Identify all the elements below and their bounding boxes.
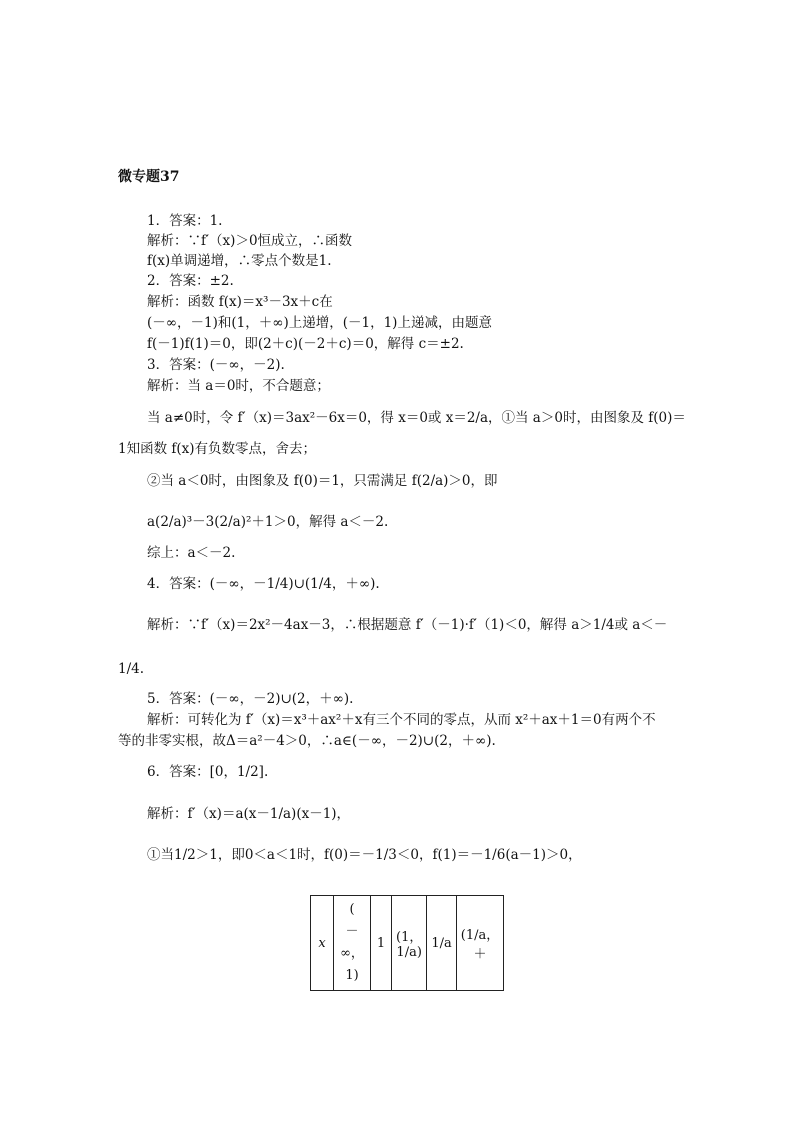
table-cell-one: 1: [371, 896, 392, 991]
q2-analysis: 解析：函数 f(x)＝x³－3x＋c在: [147, 294, 333, 310]
section-title: 微专题37: [118, 169, 180, 185]
q2-analysis-cont2: f(－1)f(1)＝0，即(2＋c)(－2＋c)＝0，解得 c＝±2.: [147, 336, 464, 352]
table-cell-interval-2: (1，1/a): [392, 896, 427, 991]
q6-answer: 6．答案：[0，1/2].: [147, 764, 269, 780]
q4-analysis-cont: 1/4.: [118, 661, 145, 677]
sign-table: [310, 895, 504, 991]
q1-analysis-cont: f(x)单调递增，∴零点个数是1.: [147, 253, 332, 269]
q5-analysis: 解析：可转化为 f′（x)＝x³＋ax²＋x有三个不同的零点，从而 x²＋ax＋1＝0有两个不: [147, 712, 656, 728]
q4-answer: 4．答案：(－∞，－1/4)∪(1/4，＋∞).: [147, 576, 380, 592]
table-cell-interval-1: [334, 896, 371, 991]
q3-analysis-cont4: a(2/a)³－3(2/a)²＋1＞0，解得 a＜－2.: [147, 514, 389, 530]
table-cell-x: x: [311, 896, 334, 991]
q3-analysis-cont3: ②当 a＜0时，由图象及 f(0)＝1，只需满足 f(2/a)＞0，即: [147, 473, 498, 489]
q3-answer: 3．答案：(－∞，－2).: [147, 357, 285, 373]
q5-analysis-cont: 等的非零实根，故Δ＝a²－4＞0，∴a∈(－∞，－2)∪(2，＋∞).: [118, 733, 496, 749]
interval-1-line: －: [345, 924, 359, 939]
q3-analysis: 解析：当 a＝0时，不合题意；: [147, 378, 330, 394]
q2-analysis-cont: (－∞，－1)和(1，＋∞)上递增，(－1，1)上递减，由题意: [147, 315, 492, 331]
q6-analysis: 解析：f′（x)＝a(x－1/a)(x－1)，: [147, 806, 351, 822]
q3-summary: 综上：a＜－2.: [147, 545, 236, 561]
table-cell-interval-3: (1/a，＋: [456, 896, 503, 991]
q6-analysis-cont: ①当1/2＞1，即0＜a＜1时，f(0)＝－1/3＜0，f(1)＝－1/6(a－1)＞0，: [147, 847, 582, 863]
q3-analysis-cont2: 1知函数 f(x)有负数零点，舍去；: [118, 441, 317, 457]
q1-analysis: 解析：∵f′（x)＞0恒成立，∴函数: [147, 233, 353, 249]
table-cell-one-over-a: 1/a: [427, 896, 456, 991]
q2-answer: 2．答案：±2.: [147, 273, 234, 289]
interval-1-line: 1): [345, 968, 359, 983]
q3-analysis-cont: 当 a≠0时，令 f′（x)＝3ax²－6x＝0，得 x＝0或 x＝2/a，①当 a＞0时，由图象及 f(0)＝: [147, 410, 686, 426]
interval-1-line: (: [349, 902, 355, 917]
q4-analysis: 解析：∵f′（x)＝2x²－4ax－3，∴根据题意 f′（－1)·f′（1)＜0，解得 a＞1/4或 a＜－: [147, 617, 668, 633]
q5-answer: 5．答案：(－∞，－2)∪(2，＋∞).: [147, 691, 354, 707]
q1-answer: 1．答案：1.: [147, 213, 223, 229]
table-row: [311, 896, 504, 991]
interval-1-line: ∞，: [340, 946, 364, 961]
